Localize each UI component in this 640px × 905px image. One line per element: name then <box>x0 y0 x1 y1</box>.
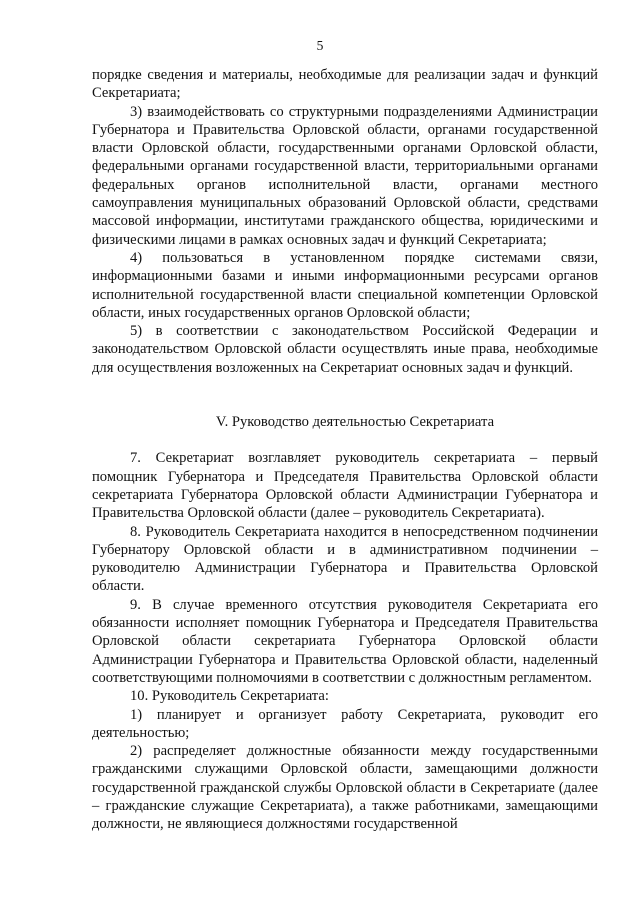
paragraph-group-top <box>92 66 598 377</box>
paragraph: 10. Руководитель Секретариата: <box>130 688 329 705</box>
paragraph: порядке сведения и материалы, необходимые для реализации задач и функций Секретариата; <box>92 67 598 102</box>
page-number: 5 <box>316 38 324 53</box>
section-heading: V. Руководство деятельностью Секретариата <box>215 414 495 431</box>
paragraph: 7. Секретариат возглавляет руководитель секретариата – первый помощник Губернатора и Председателя Правительства Орловской области секретариата Губернатора Орловской области Администрации Губернатора и Правительства Орловской области (далее – руководитель Секретариата). <box>92 450 598 522</box>
paragraph: 8. Руководитель Секретариата находится в непосредственном подчинении Губернатору Орловской области и в административном подчинении – руководителю Администрации Губернатора и Правительства Орловской области. <box>92 523 598 595</box>
paragraph: 2) распределяет должностные обязанности между государственными гражданскими служащими Орловской области, замещающими должности государственной гражданской службы Орловской области в Секретариате (далее – гражданские служащие Секретариата), а также работниками, замещающими должности, не являющиеся должностями государственной <box>92 743 598 833</box>
paragraph: 1) планирует и организует работу Секретариата, руководит его деятельностью; <box>92 706 598 741</box>
paragraph: 5) в соответствии с законодательством Российской Федерации и законодательством Орловской области осуществлять иные права, необходимые для осуществления возложенных на Секретариат основных задач и функций. <box>92 323 598 376</box>
paragraph-group-bottom <box>92 449 598 833</box>
paragraph: 9. В случае временного отсутствия руководителя Секретариата его обязанности исполняет помощник Губернатора и Председателя Правительства Орловской области секретариата Губернатора Орловской области Администрации Губернатора и Правительства Орловской области, наделенный соответствующими полномочиями в соответствии с должностным регламентом. <box>92 596 598 686</box>
spacer <box>92 431 598 449</box>
paragraph: 4) пользоваться в установленном порядке системами связи, информационными базами и иными информационными ресурсами органов исполнительной государственной власти специальной компетенции Орловской области, иных государственных органов Орловской области; <box>92 249 598 321</box>
document-body <box>92 66 598 834</box>
spacer <box>92 377 598 413</box>
paragraph: 3) взаимодействовать со структурными подразделениями Администрации Губернатора и Правительства Орловской области, органами государственной власти Орловской области, государственными органами Орловской области, федеральными органами государственной власти, территориальными органами федеральных органов исполнительной власти, органами местного самоуправления муниципальных образований Орловской области, средствами массовой информации, институтами гражданского общества, юридическими и физическими лицами в рамках основных задач и функций Секретариата; <box>92 103 598 248</box>
